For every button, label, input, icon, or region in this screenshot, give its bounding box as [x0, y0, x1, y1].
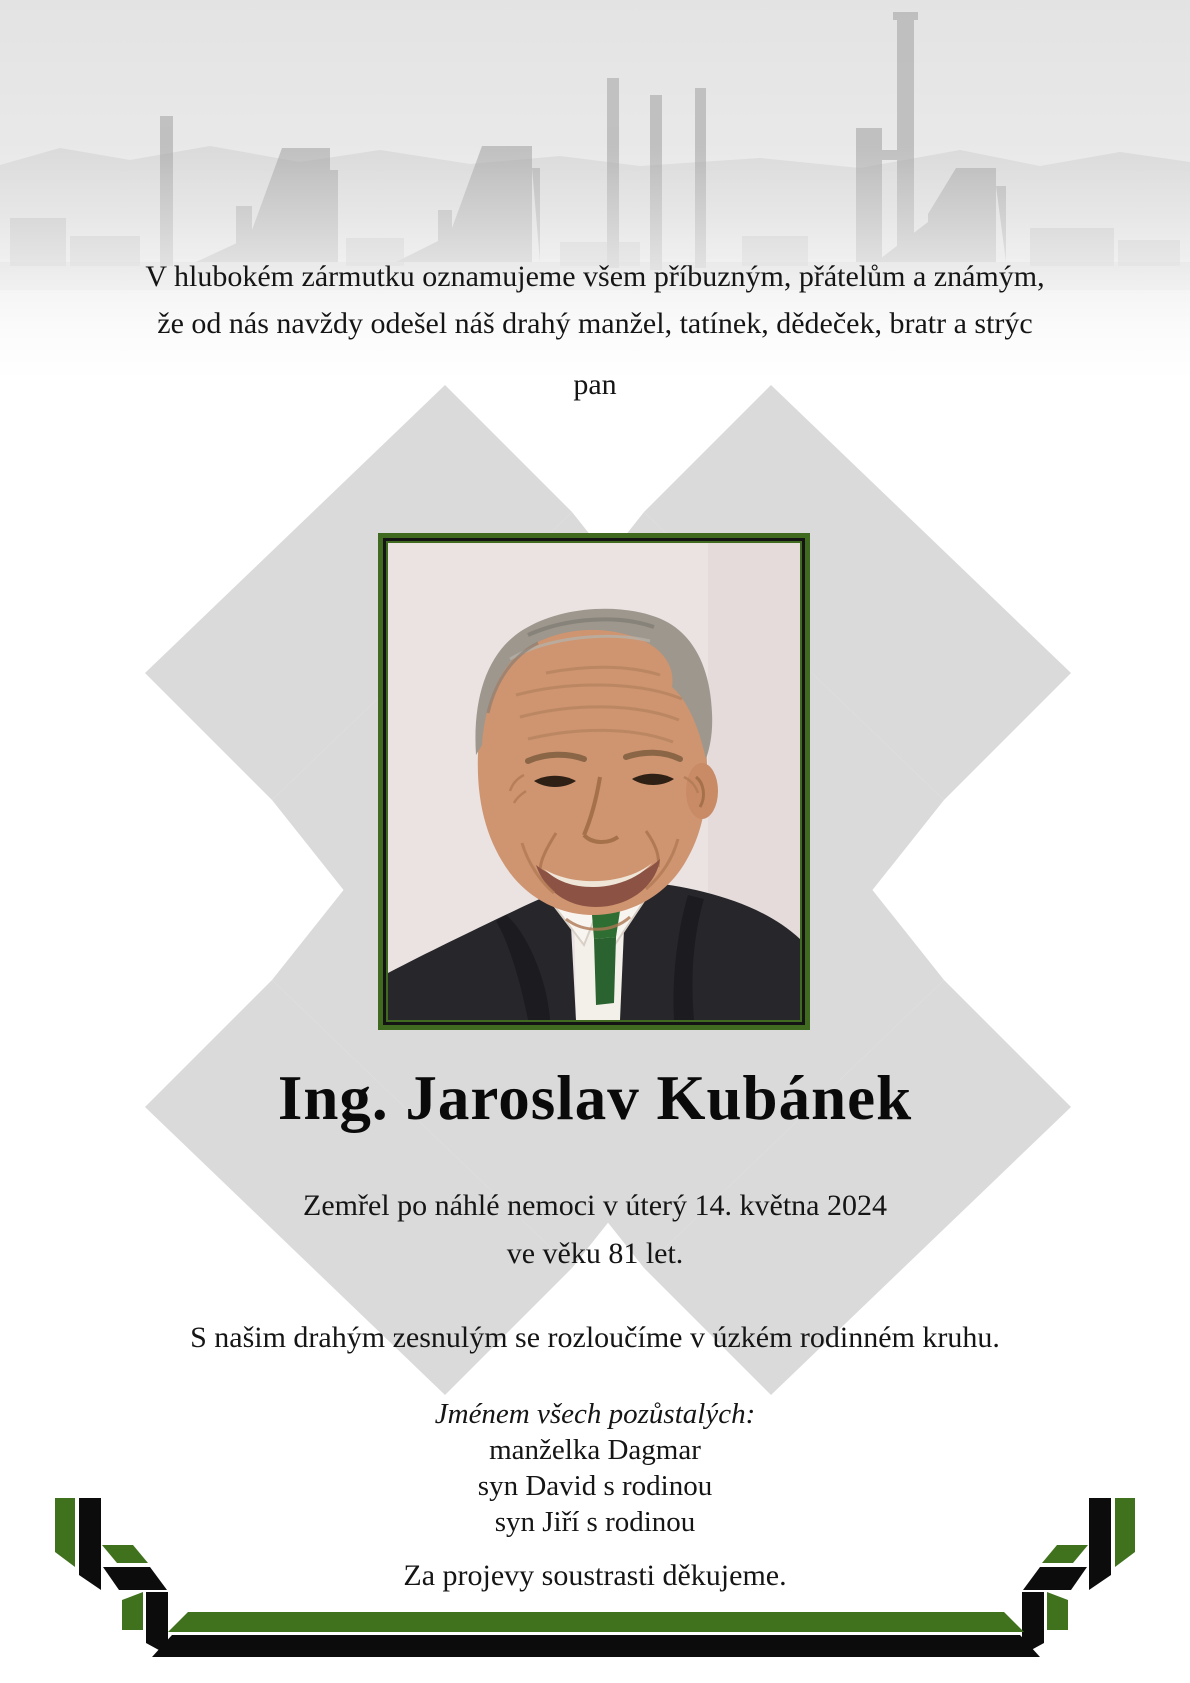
ribbon-left-corner	[55, 1498, 168, 1655]
ribbon-right-corner	[1022, 1498, 1135, 1655]
portrait-frame	[378, 533, 810, 1030]
portrait-frame-black-line	[383, 538, 805, 1025]
thanks-line: Za projevy soustrasti děkujeme.	[403, 1559, 787, 1592]
intro-line-1: V hlubokém zármutku oznamujeme všem příbuzným, přátelům a známým,	[145, 260, 1045, 293]
portrait-illustration	[388, 543, 800, 1020]
intro-line-2: že od nás navždy odešel náš drahý manžel, tatínek, dědeček, bratr a strýc	[157, 307, 1033, 340]
death-line-2: ve věku 81 let.	[506, 1237, 684, 1270]
portrait-photo	[386, 541, 802, 1022]
portrait-tie	[594, 937, 616, 1005]
death-line-1: Zemřel po náhlé nemoci v úterý 14. května 2024	[303, 1189, 887, 1222]
survivor-line: manželka Dagmar	[489, 1434, 701, 1466]
salutation-text: pan	[573, 368, 617, 401]
survivor-line: syn Jiří s rodinou	[494, 1506, 696, 1538]
farewell-line: S našim drahým zesnulým se rozloučíme v úzkém rodinném kruhu.	[190, 1321, 1000, 1354]
ribbon-green-bar	[168, 1612, 1024, 1632]
ribbon-black-bar	[152, 1635, 1040, 1657]
deceased-name: Ing. Jaroslav Kubánek	[277, 1063, 913, 1133]
survivor-line: syn David s rodinou	[477, 1470, 713, 1502]
bottom-ribbon-ornament	[0, 1480, 1190, 1683]
survivors-heading: Jménem všech pozůstalých:	[434, 1398, 756, 1430]
